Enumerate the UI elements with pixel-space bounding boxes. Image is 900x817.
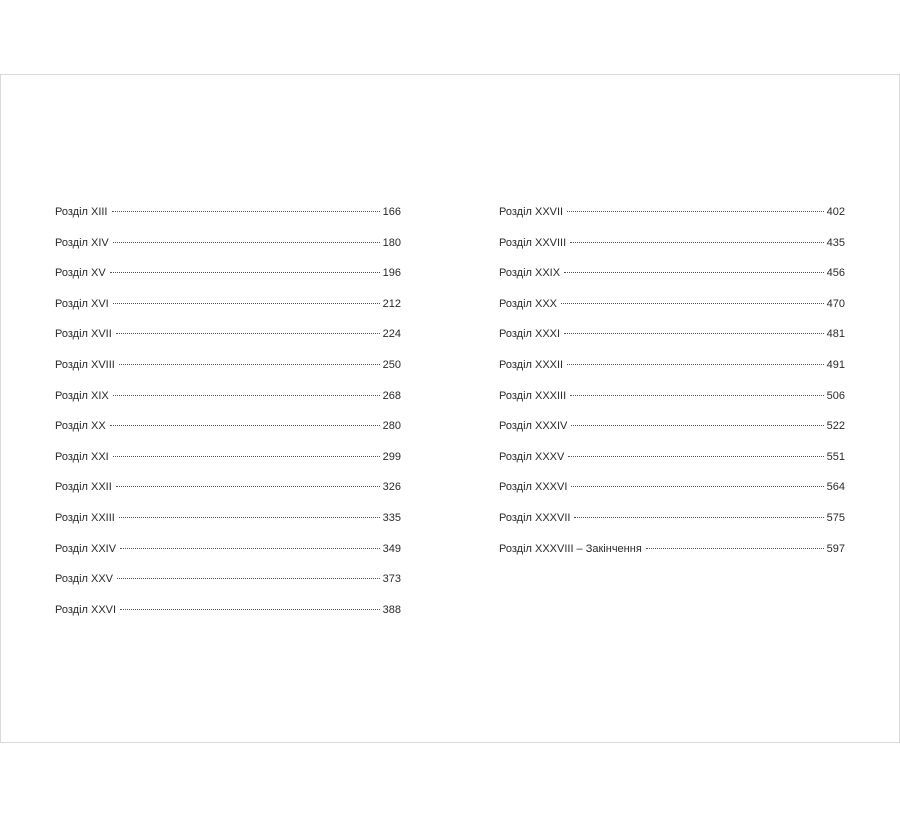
toc-entry — [499, 359, 845, 390]
toc-entry — [55, 359, 401, 390]
toc-entry — [55, 206, 401, 237]
toc-entry-page: 575 — [826, 511, 845, 524]
toc-leader-dots — [113, 242, 380, 243]
toc-entry — [55, 298, 401, 329]
toc-entry-title: Розділ XXXV — [499, 450, 565, 463]
toc-leader-dots — [574, 517, 823, 518]
toc-entry-title: Розділ XXVI — [55, 603, 117, 616]
toc-leader-dots — [564, 333, 824, 334]
toc-leader-dots — [110, 425, 380, 426]
toc-entry-title: Розділ XXXVI — [499, 481, 568, 494]
toc-leader-dots — [646, 548, 824, 549]
toc-entry-title: Розділ XIX — [55, 389, 109, 402]
toc-entry-page: 250 — [382, 358, 401, 371]
toc-entry-title: Розділ XVIII — [55, 358, 115, 371]
toc-leader-dots — [119, 364, 380, 365]
toc-entry — [499, 390, 845, 421]
toc-leader-dots — [571, 486, 823, 487]
toc-entry — [499, 543, 845, 574]
toc-leader-dots — [571, 425, 823, 426]
book-spread — [0, 74, 900, 743]
toc-leader-dots — [120, 548, 380, 549]
toc-entry-page: 491 — [826, 358, 845, 371]
toc-entry — [55, 481, 401, 512]
toc-leader-dots — [110, 272, 380, 273]
toc-entry-title: Розділ XV — [55, 267, 106, 280]
toc-leader-dots — [113, 303, 380, 304]
toc-entry-title: Розділ XXXVIII – Закінчення — [499, 542, 642, 555]
toc-entry-title: Розділ XXX — [499, 297, 557, 310]
toc-leader-dots — [561, 303, 824, 304]
toc-leader-dots — [117, 578, 380, 579]
toc-entry — [499, 328, 845, 359]
toc-entry-page: 166 — [382, 206, 401, 218]
toc-entry-title: Розділ XXIII — [55, 511, 115, 524]
toc-leader-dots — [568, 456, 823, 457]
toc-leader-dots — [567, 364, 824, 365]
toc-entry-page: 388 — [382, 603, 401, 616]
toc-leader-dots — [113, 456, 380, 457]
toc-entry-page: 506 — [826, 389, 845, 402]
toc-entry-page: 335 — [382, 511, 401, 524]
toc-entry-page: 224 — [382, 328, 401, 341]
toc-entry — [499, 481, 845, 512]
toc-entry-title: Розділ XXVII — [499, 206, 564, 218]
toc-entry-page: 481 — [826, 328, 845, 341]
toc-entry-page: 349 — [382, 542, 401, 555]
toc-entry — [55, 512, 401, 543]
toc-entry-page: 551 — [826, 450, 845, 463]
toc-entry-title: Розділ XXII — [55, 481, 112, 494]
toc-entry-title: Розділ XIV — [55, 236, 109, 249]
toc-entry-title: Розділ XXIX — [499, 267, 561, 280]
toc-entry-page: 402 — [826, 206, 845, 218]
toc-entry-title: Розділ XXXIV — [499, 420, 568, 433]
toc-entry — [55, 390, 401, 421]
toc-entry-title: Розділ XXXII — [499, 358, 564, 371]
toc-entry-page: 435 — [826, 236, 845, 249]
toc-entry — [499, 298, 845, 329]
toc-leader-dots — [564, 272, 824, 273]
toc-leader-dots — [113, 395, 380, 396]
toc-entry-page: 196 — [382, 267, 401, 280]
toc-entry — [499, 512, 845, 543]
toc-entry-title: Розділ XX — [55, 420, 106, 433]
toc-entry — [55, 267, 401, 298]
toc-entry-title: Розділ XXXI — [499, 328, 561, 341]
toc-entry-page: 212 — [382, 297, 401, 310]
toc-entry-page: 597 — [826, 542, 845, 555]
toc-entry-page: 299 — [382, 450, 401, 463]
toc-entry-page: 456 — [826, 267, 845, 280]
toc-entry — [499, 451, 845, 482]
toc-leader-dots — [570, 395, 823, 396]
toc-entry — [55, 420, 401, 451]
toc-left-page — [55, 206, 401, 634]
toc-entry-page: 522 — [826, 420, 845, 433]
toc-entry — [55, 328, 401, 359]
toc-entry-title: Розділ XXV — [55, 573, 113, 586]
toc-leader-dots — [116, 333, 380, 334]
toc-entry — [55, 451, 401, 482]
toc-entry-title: Розділ XXVIII — [499, 236, 567, 249]
toc-entry-page: 326 — [382, 481, 401, 494]
toc-leader-dots — [120, 609, 380, 610]
toc-entry-title: Розділ XIII — [55, 206, 108, 218]
toc-entry-title: Розділ XXXVII — [499, 511, 571, 524]
toc-leader-dots — [567, 211, 824, 212]
toc-entry-page: 280 — [382, 420, 401, 433]
toc-leader-dots — [570, 242, 823, 243]
toc-leader-dots — [116, 486, 380, 487]
toc-right-page — [499, 206, 845, 573]
toc-entry — [55, 237, 401, 268]
toc-leader-dots — [112, 211, 380, 212]
toc-entry — [55, 543, 401, 574]
toc-entry-title: Розділ XVII — [55, 328, 112, 341]
toc-entry-page: 373 — [382, 573, 401, 586]
toc-entry — [499, 237, 845, 268]
toc-entry-page: 470 — [826, 297, 845, 310]
toc-entry — [55, 573, 401, 604]
toc-entry-page: 564 — [826, 481, 845, 494]
toc-entry — [499, 267, 845, 298]
toc-entry — [55, 604, 401, 635]
toc-entry-title: Розділ XXIV — [55, 542, 117, 555]
toc-entry-page: 268 — [382, 389, 401, 402]
toc-entry-page: 180 — [382, 236, 401, 249]
toc-entry — [499, 206, 845, 237]
toc-entry-title: Розділ XXI — [55, 450, 109, 463]
toc-entry-title: Розділ XVI — [55, 297, 109, 310]
toc-entry-title: Розділ XXXIII — [499, 389, 567, 402]
toc-entry — [499, 420, 845, 451]
toc-leader-dots — [119, 517, 380, 518]
